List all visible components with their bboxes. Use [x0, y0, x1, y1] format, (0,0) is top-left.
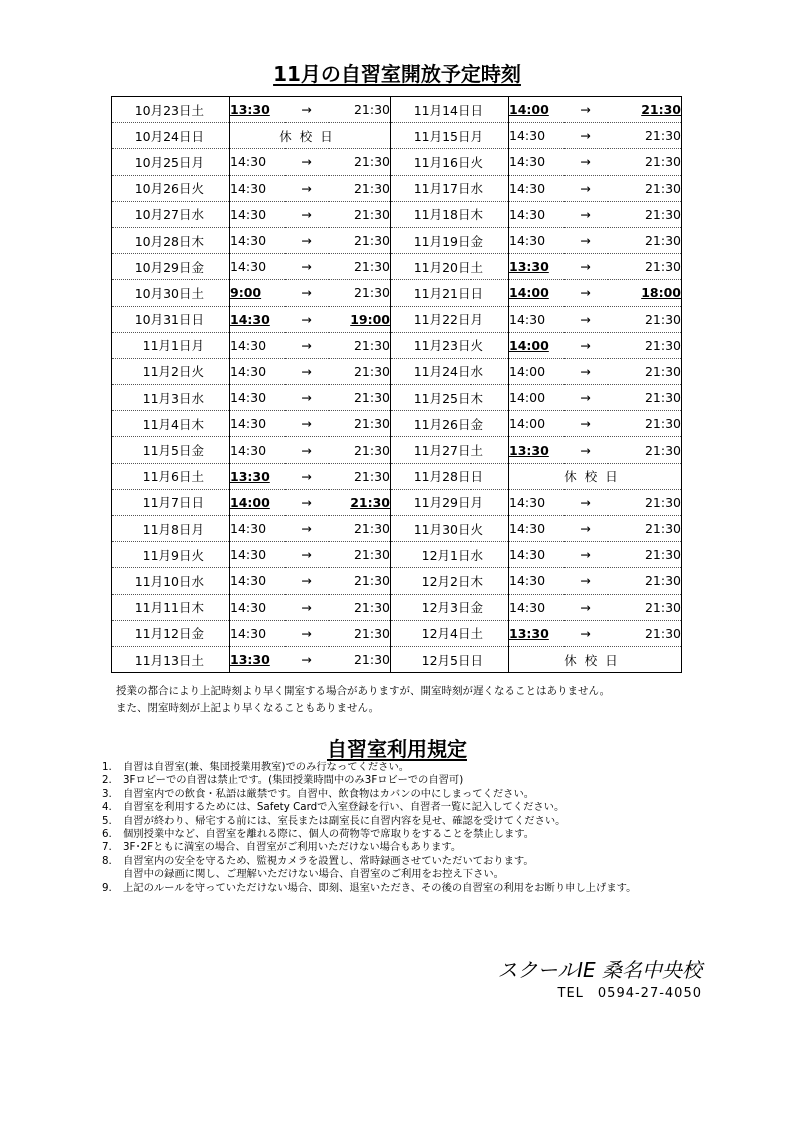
- weekday-cell: 火: [471, 332, 509, 358]
- arrow-cell: →: [564, 201, 608, 227]
- weekday-cell: 日: [471, 280, 509, 306]
- date-cell: 10月28日: [112, 227, 192, 253]
- arrow-cell: →: [564, 568, 608, 594]
- close-time-cell: 21:30: [329, 149, 391, 175]
- close-time-cell: 21:30: [329, 463, 391, 489]
- arrow-cell: →: [285, 463, 329, 489]
- date-cell: 11月26日: [391, 411, 471, 437]
- date-cell: 11月24日: [391, 358, 471, 384]
- rule-item: 6. 個別授業中など、自習室を離れる際に、個人の荷物等で席取りをすることを禁止します。: [102, 828, 535, 841]
- rule-item: 8. 自習室内の安全を守るため、監視カメラを設置し、常時録画させていただいております。 自習中の録画に関し、ご理解いただけない場合、自習室のご利用をお控え下さい。: [102, 854, 534, 881]
- weekday-cell: 土: [471, 620, 509, 646]
- close-time-cell: 21:30: [608, 201, 682, 227]
- arrow-cell: →: [285, 437, 329, 463]
- rule-item: 3. 自習室内での飲食・私語は厳禁です。自習中、飲食物はカバンの中にしまってください。: [102, 787, 535, 800]
- weekday-cell: 金: [192, 437, 230, 463]
- date-cell: 11月8日: [112, 516, 192, 542]
- date-cell: 11月28日: [391, 463, 471, 489]
- weekday-cell: 月: [471, 489, 509, 515]
- close-time-cell: 21:30: [329, 542, 391, 568]
- date-cell: 10月25日: [112, 149, 192, 175]
- weekday-cell: 月: [192, 516, 230, 542]
- weekday-cell: 月: [192, 149, 230, 175]
- open-time-cell: 14:30: [230, 175, 285, 201]
- date-cell: 11月27日: [391, 437, 471, 463]
- date-cell: 11月15日: [391, 123, 471, 149]
- open-time-cell: 14:30: [230, 437, 285, 463]
- close-time-cell: 21:30: [608, 97, 682, 123]
- close-time-cell: 21:30: [329, 620, 391, 646]
- weekday-cell: 木: [192, 594, 230, 620]
- holiday-cell: 休校日: [509, 463, 682, 489]
- schedule-row: [112, 332, 682, 358]
- close-time-cell: 21:30: [608, 254, 682, 280]
- page-title: 11月の自習室開放予定時刻: [273, 62, 521, 86]
- open-time-cell: 14:30: [230, 568, 285, 594]
- close-time-cell: 21:30: [608, 227, 682, 253]
- close-time-cell: 21:30: [608, 358, 682, 384]
- weekday-cell: 水: [192, 385, 230, 411]
- close-time-cell: 21:30: [608, 411, 682, 437]
- arrow-cell: →: [285, 254, 329, 280]
- open-time-cell: 14:30: [230, 516, 285, 542]
- arrow-cell: →: [285, 306, 329, 332]
- rule-item: 1. 自習は自習室(兼、集団授業用教室)でのみ行なってください。: [102, 761, 410, 773]
- rule-item: 2. 3Fロビーでの自習は禁止です。(集団授業時間中のみ3Fロビーでの自習可): [102, 774, 464, 787]
- schedule-row: [112, 568, 682, 594]
- weekday-cell: 土: [471, 254, 509, 280]
- arrow-cell: →: [285, 280, 329, 306]
- weekday-cell: 日: [192, 306, 230, 332]
- date-cell: 12月1日: [391, 542, 471, 568]
- open-time-cell: 14:30: [230, 385, 285, 411]
- arrow-cell: →: [564, 332, 608, 358]
- schedule-row: [112, 489, 682, 515]
- open-time-cell: 14:30: [230, 254, 285, 280]
- schedule-row: [112, 516, 682, 542]
- open-time-cell: 13:30: [509, 620, 564, 646]
- open-time-cell: 14:30: [509, 123, 564, 149]
- close-time-cell: 21:30: [329, 568, 391, 594]
- arrow-cell: →: [285, 358, 329, 384]
- close-time-cell: 21:30: [608, 516, 682, 542]
- weekday-cell: 木: [192, 227, 230, 253]
- schedule-row: [112, 306, 682, 332]
- close-time-cell: 21:30: [329, 385, 391, 411]
- close-time-cell: 18:00: [608, 280, 682, 306]
- close-time-cell: 21:30: [608, 489, 682, 515]
- weekday-cell: 水: [471, 542, 509, 568]
- open-time-cell: 14:30: [509, 175, 564, 201]
- weekday-cell: 日: [192, 123, 230, 149]
- arrow-cell: →: [285, 149, 329, 175]
- arrow-cell: →: [564, 411, 608, 437]
- schedule-row: [112, 201, 682, 227]
- schedule-row: [112, 280, 682, 306]
- weekday-cell: 金: [471, 594, 509, 620]
- rule-item: 4. 自習室を利用するためには、Safety Cardで入室登録を行い、自習者一覧に記入してください。: [102, 801, 565, 814]
- rule-item: 7. 3F･2Fともに満室の場合、自習室がご利用いただけない場合もあります。: [102, 841, 462, 854]
- close-time-cell: 21:30: [608, 594, 682, 620]
- open-time-cell: 14:30: [509, 201, 564, 227]
- open-time-cell: 13:30: [230, 463, 285, 489]
- open-time-cell: 13:30: [509, 437, 564, 463]
- date-cell: 11月18日: [391, 201, 471, 227]
- weekday-cell: 月: [471, 306, 509, 332]
- open-time-cell: 14:00: [230, 489, 285, 515]
- schedule-table: [111, 96, 682, 673]
- close-time-cell: 21:30: [329, 97, 391, 123]
- close-time-cell: 21:30: [329, 516, 391, 542]
- open-time-cell: 14:30: [230, 358, 285, 384]
- weekday-cell: 金: [471, 411, 509, 437]
- open-time-cell: 13:30: [230, 97, 285, 123]
- open-time-cell: 14:30: [230, 411, 285, 437]
- open-time-cell: 14:00: [509, 332, 564, 358]
- arrow-cell: →: [564, 489, 608, 515]
- arrow-cell: →: [285, 542, 329, 568]
- weekday-cell: 日: [471, 646, 509, 672]
- arrow-cell: →: [564, 385, 608, 411]
- open-time-cell: 14:00: [509, 411, 564, 437]
- arrow-cell: →: [564, 123, 608, 149]
- date-cell: 11月1日: [112, 332, 192, 358]
- close-time-cell: 21:30: [329, 594, 391, 620]
- arrow-cell: →: [564, 149, 608, 175]
- schedule-row: [112, 123, 682, 149]
- open-time-cell: 14:00: [509, 97, 564, 123]
- weekday-cell: 火: [192, 542, 230, 568]
- close-time-cell: 21:30: [329, 175, 391, 201]
- open-time-cell: 14:30: [230, 306, 285, 332]
- arrow-cell: →: [285, 201, 329, 227]
- close-time-cell: 21:30: [329, 201, 391, 227]
- rule-item: 5. 自習が終わり、帰宅する前には、室長または副室長に自習内容を見せ、確認を受けてください。: [102, 814, 566, 827]
- open-time-cell: 14:30: [509, 149, 564, 175]
- close-time-cell: 21:30: [329, 437, 391, 463]
- date-cell: 10月30日: [112, 280, 192, 306]
- arrow-cell: →: [564, 280, 608, 306]
- arrow-cell: →: [564, 97, 608, 123]
- date-cell: 10月29日: [112, 254, 192, 280]
- close-time-cell: 21:30: [608, 332, 682, 358]
- date-cell: 11月12日: [112, 620, 192, 646]
- close-time-cell: 21:30: [608, 620, 682, 646]
- schedule-notes: [116, 683, 610, 717]
- school-name: スクールIE 桑名中央校: [497, 958, 702, 982]
- date-cell: 12月3日: [391, 594, 471, 620]
- schedule-row: [112, 646, 682, 672]
- close-time-cell: 21:30: [329, 489, 391, 515]
- open-time-cell: 14:30: [509, 227, 564, 253]
- close-time-cell: 21:30: [329, 254, 391, 280]
- weekday-cell: 火: [192, 175, 230, 201]
- close-time-cell: 21:30: [608, 385, 682, 411]
- open-time-cell: 13:30: [230, 652, 270, 668]
- open-time-cell: 14:30: [230, 620, 285, 646]
- arrow-cell: →: [285, 411, 329, 437]
- date-cell: 11月19日: [391, 227, 471, 253]
- schedule-row: [112, 542, 682, 568]
- open-time-cell: 14:30: [509, 594, 564, 620]
- close-time-cell: 21:30: [329, 358, 391, 384]
- close-time-cell: 21:30: [608, 306, 682, 332]
- weekday-cell: 月: [471, 123, 509, 149]
- arrow-cell: →: [285, 227, 329, 253]
- date-cell: 11月25日: [391, 385, 471, 411]
- date-cell: 11月3日: [112, 385, 192, 411]
- open-time-cell: 14:30: [509, 568, 564, 594]
- arrow-cell: →: [564, 306, 608, 332]
- open-time-cell: 9:00: [230, 280, 285, 306]
- date-cell: 11月11日: [112, 594, 192, 620]
- open-time-cell: 14:30: [230, 332, 285, 358]
- arrow-cell: →: [285, 620, 329, 646]
- date-cell: 11月20日: [391, 254, 471, 280]
- weekday-cell: 日: [471, 463, 509, 489]
- arrow-cell: →: [285, 385, 329, 411]
- weekday-cell: 木: [471, 568, 509, 594]
- close-time-cell: 21:30: [329, 332, 391, 358]
- arrow-cell: →: [564, 227, 608, 253]
- weekday-cell: 火: [471, 516, 509, 542]
- open-time-cell: 14:00: [509, 358, 564, 384]
- arrow-cell: →: [285, 97, 329, 123]
- close-time-cell: 21:30: [608, 437, 682, 463]
- date-cell: 10月27日: [112, 201, 192, 227]
- arrow-cell: →: [564, 437, 608, 463]
- weekday-cell: 木: [471, 385, 509, 411]
- schedule-row: [112, 411, 682, 437]
- holiday-cell: 休校日: [230, 123, 391, 149]
- date-cell: 11月23日: [391, 332, 471, 358]
- open-time-cell: 14:30: [230, 149, 285, 175]
- schedule-row: [112, 149, 682, 175]
- weekday-cell: 水: [471, 358, 509, 384]
- close-time-cell: 21:30: [329, 280, 391, 306]
- close-time-cell: 21:30: [608, 175, 682, 201]
- date-cell: 11月30日: [391, 516, 471, 542]
- arrow-cell: →: [564, 254, 608, 280]
- date-cell: 11月6日: [112, 463, 192, 489]
- rule-item: 9. 上記のルールを守っていただけない場合、即刻、退室いただき、その後の自習室の利用をお断り申し上げます。: [102, 881, 637, 894]
- arrow-cell: →: [564, 594, 608, 620]
- open-time-cell: 14:30: [509, 542, 564, 568]
- weekday-cell: 金: [471, 227, 509, 253]
- note-line: 授業の都合により上記時刻より早く開室する場合がありますが、開室時刻が遅くなることはありません。: [116, 685, 611, 697]
- weekday-cell: 火: [471, 149, 509, 175]
- date-cell: 11月13日: [134, 652, 192, 668]
- arrow-cell: →: [285, 594, 329, 620]
- close-time-cell: 21:30: [329, 646, 391, 672]
- rules-title: 自習室利用規定: [327, 737, 467, 761]
- schedule-row: [112, 97, 682, 123]
- weekday-cell: 日: [192, 489, 230, 515]
- weekday-cell: 木: [192, 411, 230, 437]
- date-cell: 11月29日: [391, 489, 471, 515]
- arrow-cell: →: [285, 332, 329, 358]
- date-cell: 10月23日: [112, 97, 192, 123]
- date-cell: 12月5日: [421, 652, 471, 668]
- date-cell: 11月17日: [391, 175, 471, 201]
- close-time-cell: 21:30: [608, 123, 682, 149]
- arrow-cell: →: [564, 542, 608, 568]
- open-time-cell: 14:00: [509, 280, 564, 306]
- rules-list: [102, 761, 636, 895]
- weekday-cell: 日: [471, 97, 509, 123]
- open-time-cell: 14:30: [230, 594, 285, 620]
- weekday-cell: 月: [192, 332, 230, 358]
- arrow-cell: →: [285, 489, 329, 515]
- weekday-cell: 土: [192, 646, 230, 672]
- close-time-cell: 21:30: [608, 568, 682, 594]
- weekday-cell: 水: [192, 568, 230, 594]
- arrow-cell: →: [285, 175, 329, 201]
- date-cell: 11月21日: [391, 280, 471, 306]
- weekday-cell: 水: [471, 175, 509, 201]
- weekday-cell: 土: [471, 437, 509, 463]
- holiday-cell: 休校日: [564, 652, 626, 668]
- weekday-cell: 金: [192, 254, 230, 280]
- date-cell: 10月24日: [112, 123, 192, 149]
- schedule-row: [112, 437, 682, 463]
- date-cell: 11月22日: [391, 306, 471, 332]
- weekday-cell: 土: [192, 280, 230, 306]
- date-cell: 12月2日: [391, 568, 471, 594]
- schedule-row: [112, 463, 682, 489]
- open-time-cell: 14:30: [230, 201, 285, 227]
- arrow-cell: →: [564, 358, 608, 384]
- arrow-cell: →: [564, 516, 608, 542]
- arrow-cell: →: [564, 620, 608, 646]
- date-cell: 11月2日: [112, 358, 192, 384]
- open-time-cell: 14:00: [509, 385, 564, 411]
- schedule-row: [112, 620, 682, 646]
- schedule-row: [112, 358, 682, 384]
- date-cell: 11月10日: [112, 568, 192, 594]
- schedule-row: [112, 385, 682, 411]
- date-cell: 11月16日: [391, 149, 471, 175]
- weekday-cell: 土: [192, 97, 230, 123]
- weekday-cell: 金: [192, 620, 230, 646]
- arrow-cell: →: [564, 175, 608, 201]
- close-time-cell: 19:00: [329, 306, 391, 332]
- weekday-cell: 火: [192, 358, 230, 384]
- schedule-row: [112, 594, 682, 620]
- weekday-cell: 木: [471, 201, 509, 227]
- weekday-cell: 水: [192, 201, 230, 227]
- close-time-cell: 21:30: [329, 227, 391, 253]
- open-time-cell: 14:30: [230, 227, 285, 253]
- open-time-cell: 14:30: [509, 489, 564, 515]
- date-cell: 11月4日: [112, 411, 192, 437]
- weekday-cell: 土: [192, 463, 230, 489]
- date-cell: 10月31日: [112, 306, 192, 332]
- date-cell: 11月5日: [112, 437, 192, 463]
- date-cell: 12月4日: [391, 620, 471, 646]
- close-time-cell: 21:30: [608, 542, 682, 568]
- open-time-cell: 14:30: [230, 542, 285, 568]
- date-cell: 11月9日: [112, 542, 192, 568]
- date-cell: 10月26日: [112, 175, 192, 201]
- close-time-cell: 21:30: [329, 411, 391, 437]
- schedule-row: [112, 254, 682, 280]
- open-time-cell: 14:30: [509, 306, 564, 332]
- schedule-row: [112, 227, 682, 253]
- arrow-cell: →: [301, 652, 312, 668]
- arrow-cell: →: [285, 568, 329, 594]
- note-line: また、閉室時刻が上記より早くなることもありません。: [116, 702, 380, 714]
- close-time-cell: 21:30: [608, 149, 682, 175]
- school-phone: TEL 0594-27-4050: [557, 986, 702, 1001]
- date-cell: 11月7日: [112, 489, 192, 515]
- open-time-cell: 14:30: [509, 516, 564, 542]
- schedule-row: [112, 175, 682, 201]
- open-time-cell: 13:30: [509, 254, 564, 280]
- arrow-cell: →: [285, 516, 329, 542]
- date-cell: 11月14日: [391, 97, 471, 123]
